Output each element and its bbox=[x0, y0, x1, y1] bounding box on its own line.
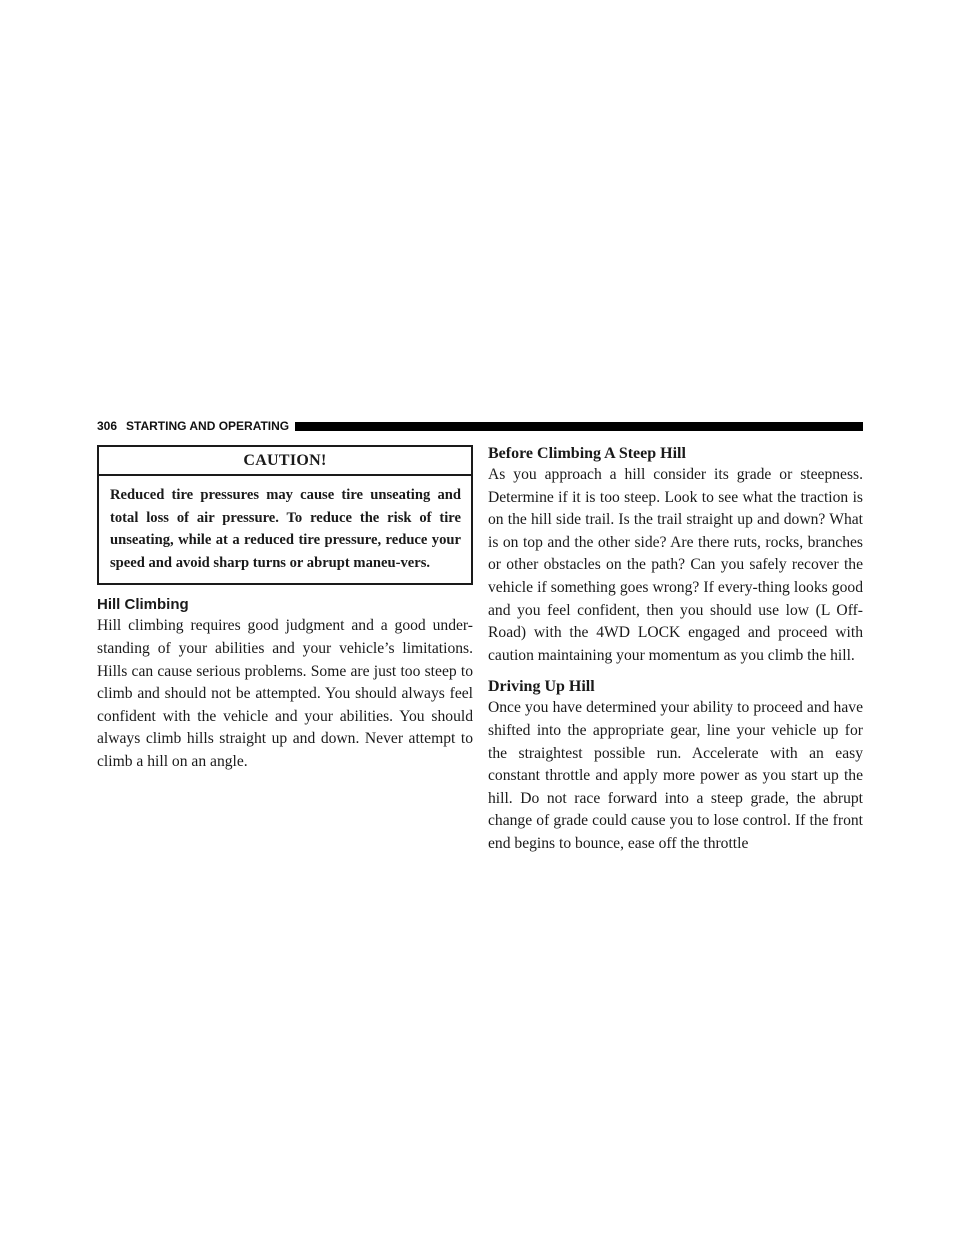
hill-climbing-heading: Hill Climbing bbox=[97, 596, 189, 614]
header-rule bbox=[295, 422, 863, 431]
page-header bbox=[97, 418, 863, 434]
hill-climbing-text: Hill climbing requires good judgment and a good under-standing of your abilities and your vehicle’s limitations. Hills can cause serious problems. Some are just too steep to climb and should not be attempted. You should always feel confident with the vehicle and your abilities. You should always climb hills straight up and down. Never attempt to climb a hill on an angle. bbox=[97, 617, 473, 770]
driving-up-hill-heading: Driving Up Hill bbox=[488, 678, 595, 696]
before-climbing-text: As you approach a hill consider its grade or steepness. Determine if it is too steep. Look to see what the traction is on the hill side trail. Is the trail straight up and down? What is on top and the other side? Are there ruts, rocks, branches or other obstacles on the path? Can you safely recover the vehicle if something goes wrong? If every-thing looks good and you feel confident, then you should use low (L Off-Road) with the 4WD LOCK engaged and proceed with caution maintaining your momentum as you climb the hill. bbox=[488, 466, 863, 664]
before-climbing-heading: Before Climbing A Steep Hill bbox=[488, 445, 686, 462]
caution-text: Reduced tire pressures may cause tire unseating and total loss of air pressure. To reduce the risk of tire unseating, while at a reduced tire pressure, reduce your speed and avoid sharp turns or abrupt maneu-vers. bbox=[110, 487, 461, 571]
page-number: 306 bbox=[97, 419, 118, 433]
caution-title: CAUTION! bbox=[99, 447, 471, 476]
right-column bbox=[488, 444, 863, 856]
caution-box bbox=[97, 445, 473, 585]
section-title: STARTING AND OPERATING bbox=[126, 419, 290, 433]
left-column bbox=[97, 445, 473, 774]
driving-up-hill-text: Once you have determined your ability to proceed and have shifted into the appropriate gear, line your vehicle up for the straightest possible run. Accelerate with an easy constant throttle and apply more power as you start up the hill. Do not race forward into a steep grade, the abrupt change of grade could cause you to lose control. If the front end begins to bounce, ease off the throttle bbox=[488, 699, 863, 852]
